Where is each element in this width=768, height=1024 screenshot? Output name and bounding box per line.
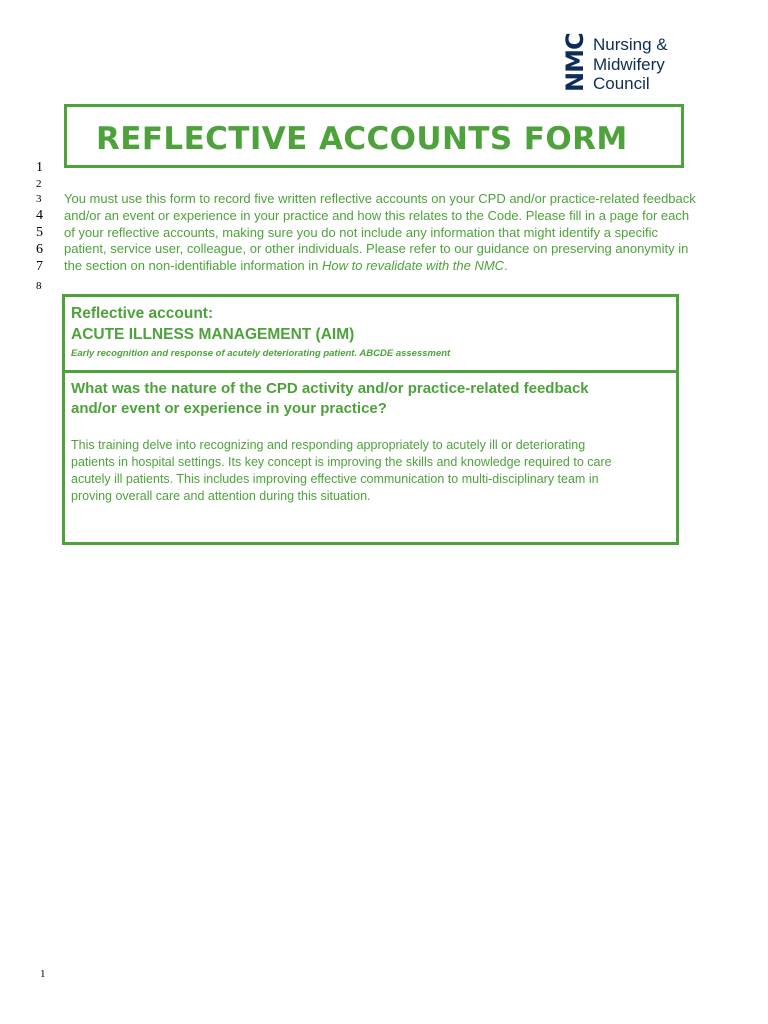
- line-number: 7: [36, 259, 43, 274]
- nmc-logo: [562, 34, 692, 94]
- reflective-account-label: Reflective account:: [71, 305, 214, 322]
- intro-last-suffix: .: [504, 258, 508, 274]
- answer-line: patients in hospital settings. Its key concept is improving the skills and knowledge required to care: [71, 455, 612, 469]
- intro-line: You must use this form to record five written reflective accounts on your CPD and/or practice-related feedback: [64, 191, 696, 206]
- question-line: and/or event or experience in your practice?: [71, 400, 387, 417]
- line-number: 8: [36, 280, 42, 292]
- intro-line: of your reflective accounts, making sure you do not include any information that might identify a specific: [64, 224, 658, 240]
- intro-line: and/or an event or experience in your practice and how this relates to the Code. Please fill in a page for each: [64, 207, 690, 223]
- question-heading: [71, 379, 589, 419]
- guidance-title: How to revalidate with the NMC: [322, 258, 505, 274]
- line-number: 1: [36, 160, 43, 175]
- logo-wordmark: [593, 35, 668, 94]
- intro-paragraph: [64, 191, 694, 275]
- question-line: What was the nature of the CPD activity and/or practice-related feedback: [71, 380, 589, 397]
- answer-line: acutely ill patients. This includes improving effective communication to multi-disciplinary team in: [71, 472, 599, 486]
- line-number: 2: [36, 178, 42, 190]
- page-number: 1: [40, 968, 46, 980]
- card-divider: [65, 370, 676, 373]
- line-number: 4: [36, 208, 43, 223]
- logo-line: Nursing &: [593, 35, 668, 54]
- intro-line: patient, service user, colleague, or other individuals. Please refer to our guidance on preserving anonymity in: [64, 241, 689, 257]
- reflective-account-subtitle: Early recognition and response of acutely deteriorating patient. ABCDE assessment: [71, 348, 451, 359]
- answer-line: This training delve into recognizing and responding appropriately to acutely ill or deteriorating: [71, 438, 586, 452]
- intro-line: [64, 258, 694, 275]
- reflective-account-topic: ACUTE ILLNESS MANAGEMENT (AIM): [71, 326, 355, 343]
- logo-mark-text: NMC: [561, 33, 589, 92]
- line-number: 6: [36, 242, 43, 257]
- reflective-account-card: [62, 294, 679, 545]
- line-number: 5: [36, 225, 43, 240]
- answer-text[interactable]: [71, 437, 612, 505]
- form-title: REFLECTIVE ACCOUNTS FORM: [96, 121, 628, 157]
- answer-line: proving overall care and attention during this situation.: [71, 489, 371, 503]
- nmc-logo-mark: [561, 33, 589, 92]
- line-number: 3: [36, 193, 42, 205]
- logo-line: Midwifery: [593, 54, 665, 74]
- form-title-box: [64, 104, 684, 168]
- intro-last-prefix: the section on non-identifiable information in: [64, 258, 322, 274]
- logo-line: Council: [593, 74, 650, 93]
